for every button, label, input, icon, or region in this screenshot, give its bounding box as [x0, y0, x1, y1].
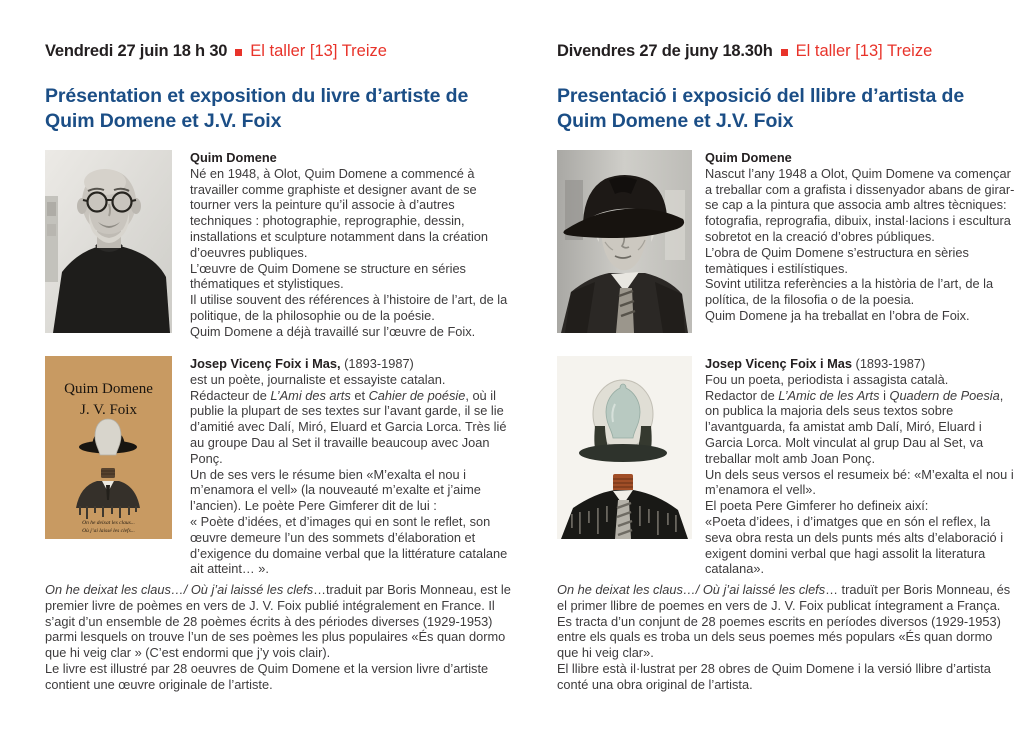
- event-venue-fr: El taller [13] Treize: [250, 42, 387, 60]
- cover-title-line2: J. V. Foix: [80, 402, 137, 418]
- text-line: Quim Domene: [705, 150, 792, 165]
- book-cover-image: [45, 356, 172, 577]
- text-line: Josep Vicenç Foix i Mas (1893-1987): [705, 356, 926, 371]
- foix-bio-ca: [705, 356, 1017, 577]
- text-line: Il utilise souvent des références à l’histoire de l’art, de la politique, de la philosophie ou de la poésie.: [190, 292, 508, 323]
- red-square-bullet-icon: [781, 49, 788, 56]
- quim-bio-ca: [705, 150, 1017, 333]
- text-line: Un de ses vers le résume bien «M’exalta el nou i m’enamora el vell» (la nouveauté m’exalte et j’aime l’ancien). Le poète Pere Gimferer dit de lui :: [190, 466, 481, 514]
- text-line: On he deixat les claus…/ Où j’ai laissé les clefs… traduït per Boris Monneau, és el primer llibre de poemes en vers de J. V. Foix publicat íntegrament a França. Es tracta d’un conjunt de 28 poemes escrits en períodes diversos (1929-1953) entre els quals es troba un dels seus poemes més populars «És quan dormo que hi veig clar».: [557, 582, 1011, 661]
- foix-section-fr: [45, 356, 511, 577]
- text-line: Quim Domene ja ha treballat en l’obra de Foix.: [705, 307, 970, 323]
- text-line: est un poète, journaliste et essayiste catalan.: [190, 371, 446, 387]
- text-line: Un dels seus versos el resumeix bé: «M’exalta el nou i m’enamora el vell».: [705, 466, 1014, 498]
- event-header-ca: [557, 42, 1017, 61]
- foix-section-ca: [557, 356, 1017, 577]
- text-line: L’obra de Quim Domene s’estructura en sèries temàtiques i estilístiques.: [705, 244, 969, 276]
- quim-section-ca: [557, 150, 1017, 333]
- event-header-fr: [45, 42, 511, 61]
- text-line: Quim Domene: [190, 150, 277, 165]
- text-line: Redactor de L’Amic de les Arts i Quadern de Poesia, on publica la majoria dels seus textos sobre l’avantguarda, fa amistat amb Dalí, Miró, Eluard i Garcia Lorca. Molt vinculat al grup Dau al Set, va treballar molt amb Joan Ponç.: [705, 387, 1004, 466]
- text-line: Né en 1948, à Olot, Quim Domene a commencé à travailler comme graphiste et designer avant de se tourner vers la peinture qu’il associe à d’autres techniques : photographie, reprographie, dessin, installations et sculpture notamment dans la création d’oeuvres publiques.: [190, 165, 489, 260]
- quim-section-fr: [45, 150, 511, 340]
- text-line: L’œuvre de Quim Domene se structure en séries thématiques et stylistiques.: [190, 260, 466, 292]
- event-date-fr: Vendredi 27 juin 18 h 30: [45, 42, 228, 60]
- text-line: El poeta Pere Gimferer ho defineix així:: [705, 498, 929, 514]
- event-venue-ca: El taller [13] Treize: [795, 42, 933, 60]
- quim-domene-photo: [45, 150, 172, 340]
- text-line: Le livre est illustré par 28 oeuvres de Quim Domene et la version livre d’artiste contient une œuvre originale de l’artiste.: [45, 660, 489, 692]
- cover-title-line1: Quim Domene: [64, 381, 153, 397]
- book-description-ca: [557, 582, 1017, 693]
- book-description-fr: [45, 582, 511, 693]
- text-line: Sovint utilitza referències a la història de l’art, de la política, de la filosofia o de la poesia.: [705, 276, 994, 308]
- title-line: Présentation et exposition du livre d’artiste de: [45, 85, 469, 107]
- cover-caption-line1: On he deixat les claus...: [82, 520, 135, 526]
- title-line: Presentació i exposició del llibre d’artista de: [557, 85, 965, 107]
- text-line: Fou un poeta, periodista i assagista català.: [705, 371, 949, 387]
- foix-bio-fr: [190, 356, 511, 577]
- text-line: Josep Vicenç Foix i Mas, (1893-1987): [190, 356, 414, 371]
- catalan-column: [557, 42, 1017, 732]
- text-line: Nascut l’any 1948 a Olot, Quim Domene va començar a treballar com a grafista i dissenyador abans de girar-se cap a la pintura que associa amb altres tècniques: fotografia, reprografia, dibuix, instal·lacions i escultura sobretot en la creació d’obres públiques.: [705, 165, 1015, 244]
- text-line: On he deixat les claus…/ Où j’ai laissé les clefs…traduit par Boris Monneau, est le premier livre de poèmes en vers de J. V. Foix publié intégralement en France. Il s’agit d’un ensemble de 28 poèmes écrits à des périodes diverses (1929-1953) parmi lesquels on trouve l’un de ses poèmes les plus populaires «És quan dormo que hi veig clar » (C’est endormi que j’y vois clair).: [45, 582, 511, 661]
- quim-bio-fr: [190, 150, 511, 340]
- title-line: Quim Domene et J.V. Foix: [45, 110, 282, 133]
- title-line: Quim Domene et J.V. Foix: [557, 110, 794, 133]
- cover-caption-line2: Où j’ai laissé les clefs...: [82, 528, 135, 534]
- text-line: « Poète d’idées, et d’images qui en sont le reflet, son œuvre demeure l’un des sommets d’élaboration et d’exigence du domaine verbal que la littérature catalane ait atteint… ».: [190, 513, 508, 577]
- text-line: Rédacteur de L’Ami des arts et Cahier de poésie, où il publie la plupart de ses textes sur l’avant garde, il se lie d’amitié avec Dalí, Miró, Eluard et Garcia Lorca. Très lié au groupe Dau al Set il travaille beaucoup avec Joan Ponç.: [190, 387, 507, 466]
- title-fr: [45, 84, 511, 135]
- event-date-ca: Divendres 27 de juny 18.30h: [557, 42, 773, 60]
- french-column: [45, 42, 511, 732]
- text-line: El llibre està il·lustrat per 28 obres de Quim Domene i la versió llibre d’artista conté una obra original de l’artista.: [557, 660, 991, 692]
- text-line: Quim Domene a déjà travaillé sur l’œuvre de Foix.: [190, 323, 476, 339]
- jv-foix-photo: [557, 150, 692, 333]
- lightbulb-artwork-image: [557, 356, 692, 577]
- text-line: «Poeta d’idees, i d’imatges que en són el reflex, la seva obra resta un dels punts més alts d’elaboració i exigent domini verbal que hagi assolit la literatura catalana».: [705, 513, 1004, 577]
- red-square-bullet-icon: [235, 49, 242, 56]
- title-ca: [557, 84, 1017, 135]
